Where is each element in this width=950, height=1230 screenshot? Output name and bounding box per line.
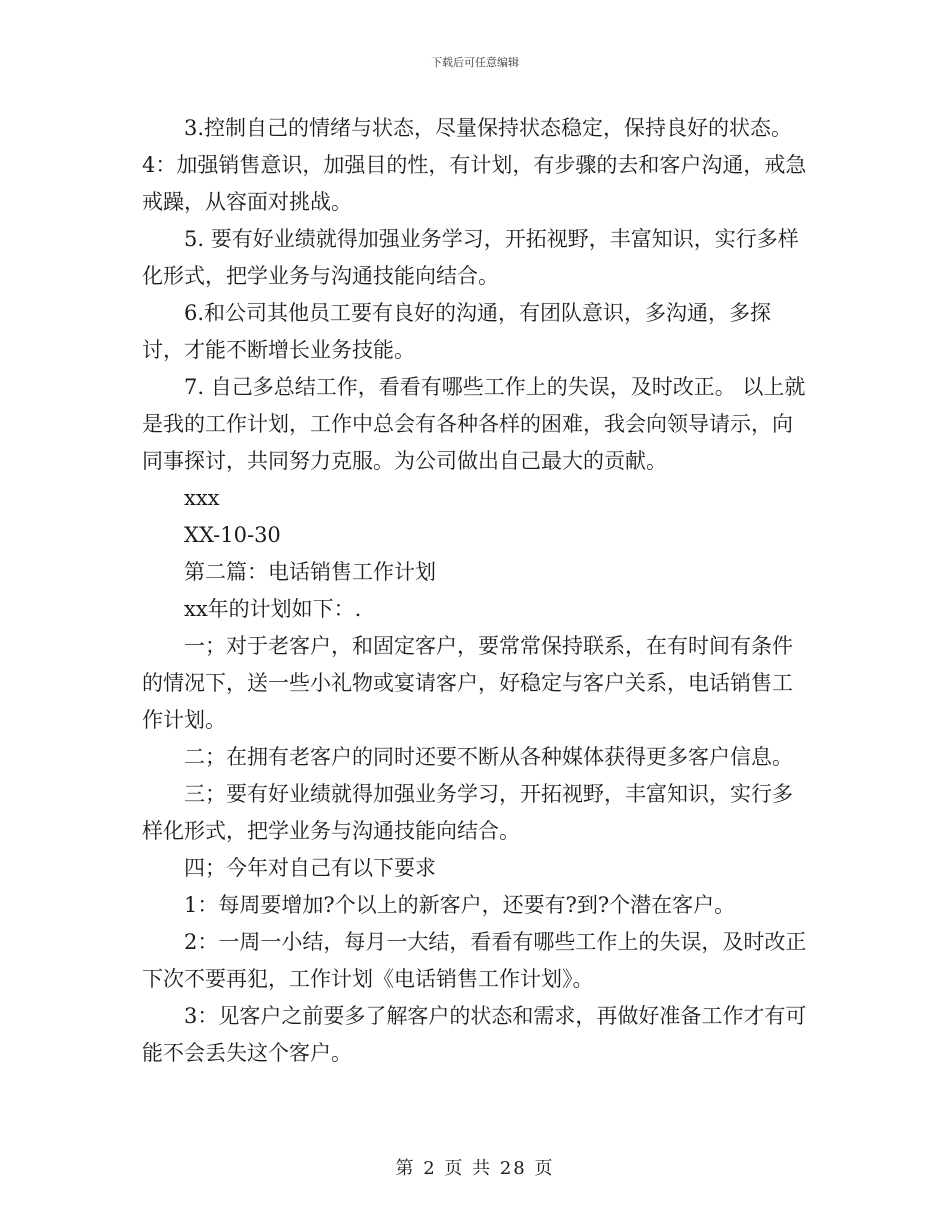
signature-name: xxx [184, 486, 220, 510]
plan-item-4: 四；今年对自己有以下要求 [184, 856, 436, 880]
paragraph-3: 3.控制自己的情绪与状态，尽量保持状态稳定，保持良好的状态。 [184, 116, 793, 140]
paragraph-5: 5. 要有好业绩就得加强业务学习，开拓视野，丰富知识，实行多样化形式，把学业务与沟通技能向结合。 [142, 227, 799, 288]
page-header: 下载后可任意编辑 [431, 56, 519, 69]
document-body [142, 110, 812, 1072]
paragraph-7: 7. 自己多总结工作，看看有哪些工作上的失误，及时改正。 以上就是我的工作计划，工作中总会有各种各样的困难，我会向领导请示，向同事探讨，共同努力克服。为公司做出自己最大的贡献。 [142, 375, 806, 473]
requirement-1: 1：每周要增加?个以上的新客户，还要有?到?个潜在客户。 [184, 893, 736, 917]
requirement-2: 2：一周一小结，每月一大结，看看有哪些工作上的失误，及时改正下次不要再犯，工作计划《电话销售工作计划》。 [142, 930, 807, 991]
plan-item-2: 二；在拥有老客户的同时还要不断从各种媒体获得更多客户信息。 [184, 745, 793, 769]
plan-intro: xx年的计划如下：. [184, 597, 362, 621]
paragraph-6: 6.和公司其他员工要有良好的沟通，有团队意识，多沟通，多探讨，才能不断增长业务技能。 [142, 301, 772, 362]
paragraph-4: 4：加强销售意识，加强目的性，有计划，有步骤的去和客户沟通，戒急戒躁，从容面对挑战。 [142, 153, 807, 214]
requirement-3: 3：见客户之前要多了解客户的状态和需求，再做好准备工作才有可能不会丢失这个客户。 [142, 1004, 807, 1065]
page-number: 第 2 页 共 28 页 [395, 1158, 555, 1179]
plan-item-1: 一；对于老客户，和固定客户，要常常保持联系，在有时间有条件的情况下，送一些小礼物或宴请客户，好稳定与客户关系，电话销售工作计划。 [142, 634, 793, 732]
signature-date: XX-10-30 [184, 523, 281, 547]
section-title: 第二篇：电话销售工作计划 [184, 560, 436, 584]
plan-item-3: 三；要有好业绩就得加强业务学习，开拓视野，丰富知识，实行多样化形式，把学业务与沟通技能向结合。 [142, 782, 793, 843]
